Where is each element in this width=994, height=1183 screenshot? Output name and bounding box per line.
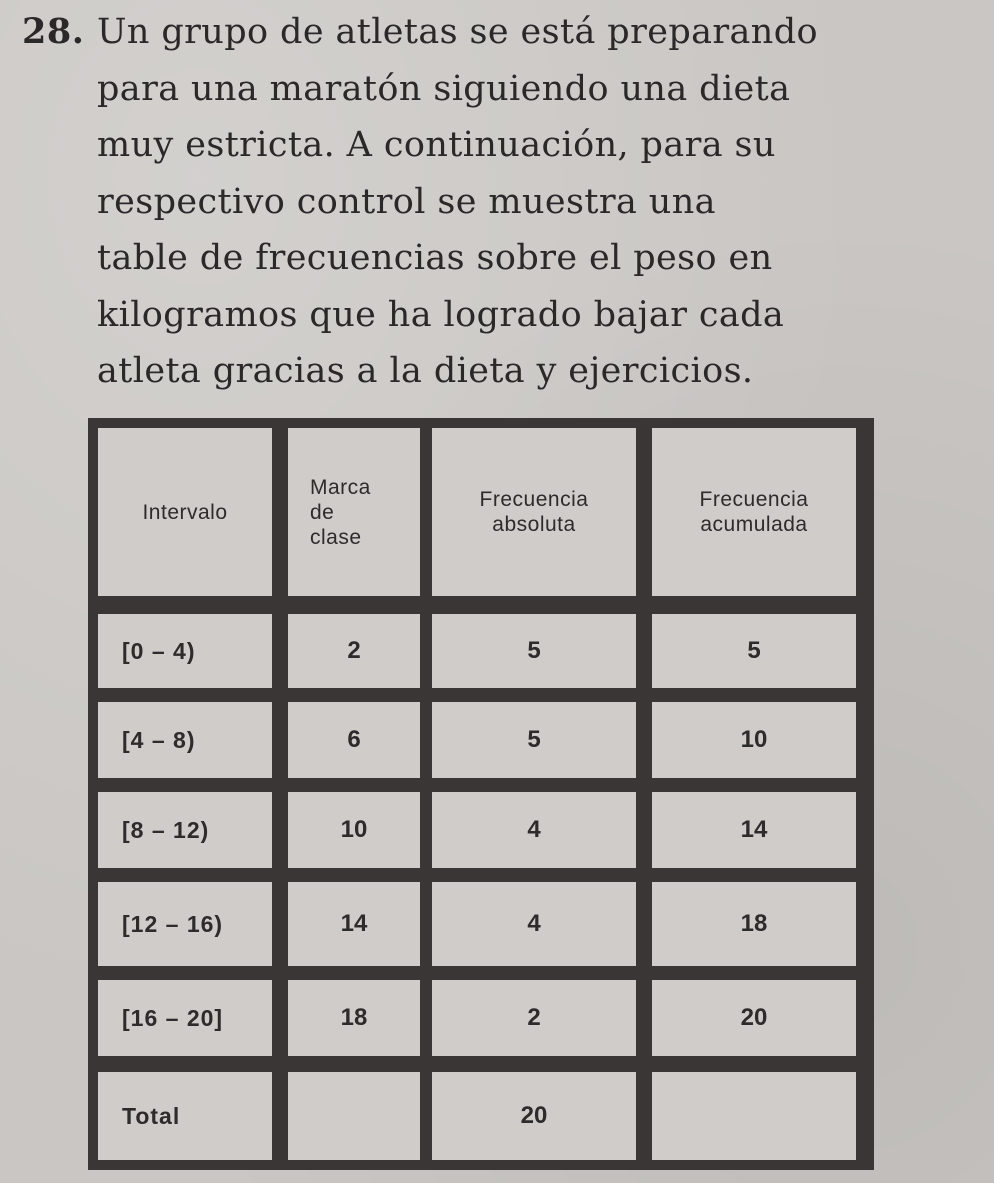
cell-total-class-mark [288,1072,420,1160]
cell-class-mark: 6 [288,702,420,778]
cell-absolute-frequency: 2 [432,980,636,1056]
frequency-table [88,418,874,1170]
header-class-mark [288,428,420,596]
cell-cumulative-frequency: 5 [652,614,856,688]
cell-total-label: Total [98,1072,272,1160]
cell-class-mark: 18 [288,980,420,1056]
cell-interval: [16 – 20] [98,980,272,1056]
header-interval-label: Intervalo [142,500,228,524]
cell-interval: [12 – 16) [98,882,272,966]
cell-interval: [8 – 12) [98,792,272,868]
question-line: muy estricta. A continuación, para su [97,125,776,165]
cell-absolute-frequency: 4 [432,882,636,966]
question-line: respectivo control se muestra una [97,181,716,222]
header-cumulative-frequency [652,428,856,596]
question-line: kilogramos que ha logrado bajar cada [97,294,785,335]
cell-total-absolute-frequency: 20 [432,1072,636,1160]
header-absolute-line: absoluta [492,513,576,536]
question-line: para una maratón siguiendo una dieta [97,68,791,109]
cell-interval: [4 – 8) [98,702,272,778]
cell-total-cumulative-frequency [652,1072,856,1160]
cell-cumulative-frequency: 20 [652,980,856,1056]
header-class-mark-line: de [310,500,335,524]
cell-absolute-frequency: 5 [432,702,636,778]
question-number: 28. [22,11,85,52]
cell-cumulative-frequency: 18 [652,882,856,966]
cell-absolute-frequency: 5 [432,614,636,688]
cell-class-mark: 2 [288,614,420,688]
question-line: table de frecuencias sobre el peso en [97,238,773,278]
header-class-mark-line: Marca [310,475,371,499]
header-class-mark-line: clase [310,525,362,549]
cell-class-mark: 14 [288,882,420,966]
header-interval [98,428,272,596]
header-cumulative-line: Frecuencia [699,488,809,511]
header-cumulative-line: acumulada [700,513,808,536]
cell-interval: [0 – 4) [98,614,272,688]
cell-class-mark: 10 [288,792,420,868]
question-line: Un grupo de atletas se está preparando [97,12,819,52]
cell-cumulative-frequency: 14 [652,792,856,868]
question-line: atleta gracias a la dieta y ejercicios. [97,351,754,391]
cell-absolute-frequency: 4 [432,792,636,868]
question-text [97,4,977,400]
header-absolute-line: Frecuencia [479,488,589,511]
cell-cumulative-frequency: 10 [652,702,856,778]
header-absolute-frequency [432,428,636,596]
